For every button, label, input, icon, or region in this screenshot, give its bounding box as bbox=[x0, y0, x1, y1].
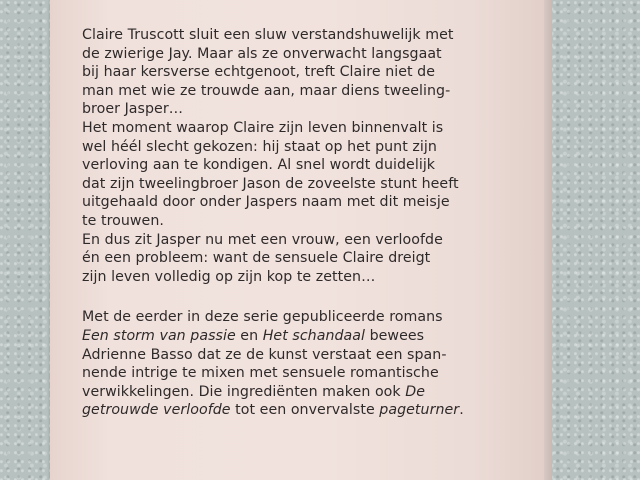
book-title-italic: Het schandaal bbox=[262, 327, 366, 344]
text-line: wel héél slecht gekozen: hij staat op het punt zijn bbox=[82, 138, 437, 155]
text-line: nende intrige te mixen met sensuele romantische bbox=[82, 365, 439, 382]
text-line: dat zijn tweelingbroer Jason de zoveelste stunt heeft bbox=[82, 175, 459, 192]
text-line: de zwierige Jay. Maar als ze onverwacht langsgaat bbox=[82, 45, 442, 62]
text-fragment: tot een onvervalste bbox=[230, 402, 380, 419]
promo-paragraph bbox=[82, 308, 532, 420]
blurb-text bbox=[82, 26, 532, 420]
book-title-italic: Een storm van passie bbox=[82, 327, 236, 344]
text-line: Adrienne Basso dat ze de kunst verstaat een span- bbox=[82, 346, 447, 363]
text-line: uitgehaald door onder Jaspers naam met dit meisje bbox=[82, 194, 450, 211]
text-line: Het moment waarop Claire zijn leven binnenvalt is bbox=[82, 119, 444, 136]
paragraph-1 bbox=[82, 26, 532, 119]
paragraph-3 bbox=[82, 231, 532, 287]
text-fragment: en bbox=[235, 327, 263, 344]
book-back-cover bbox=[50, 0, 544, 480]
book-title-italic: getrouwde verloofde bbox=[82, 402, 231, 419]
text-line bbox=[82, 327, 532, 346]
text-line: Claire Truscott sluit een sluw verstandshuwelijk met bbox=[82, 27, 454, 43]
text-line bbox=[82, 401, 532, 420]
text-line: zijn leven volledig op zijn kop te zetten… bbox=[82, 268, 376, 285]
text-fragment: . bbox=[459, 402, 464, 419]
text-line: bij haar kersverse echtgenoot, treft Claire niet de bbox=[82, 64, 436, 81]
emphasized-word: pageturner bbox=[379, 402, 460, 419]
text-line: te trouwen. bbox=[82, 212, 164, 229]
text-line: man met wie ze trouwde aan, maar diens tweeling- bbox=[82, 82, 451, 99]
text-line: En dus zit Jasper nu met een vrouw, een verloofde bbox=[82, 231, 443, 248]
text-line: verloving aan te kondigen. Al snel wordt duidelijk bbox=[82, 157, 436, 174]
book-title-italic: De bbox=[405, 383, 425, 400]
book-page-edge bbox=[544, 0, 552, 480]
paragraph-spacer bbox=[82, 286, 532, 308]
text-line: broer Jasper… bbox=[82, 101, 183, 118]
text-line bbox=[82, 383, 532, 402]
text-fragment: verwikkelingen. Die ingrediënten maken ook bbox=[82, 383, 406, 400]
text-line: én een probleem: want de sensuele Claire dreigt bbox=[82, 250, 431, 267]
paragraph-2 bbox=[82, 119, 532, 231]
text-line: Met de eerder in deze serie gepubliceerde romans bbox=[82, 309, 443, 326]
text-fragment: bewees bbox=[365, 327, 425, 344]
